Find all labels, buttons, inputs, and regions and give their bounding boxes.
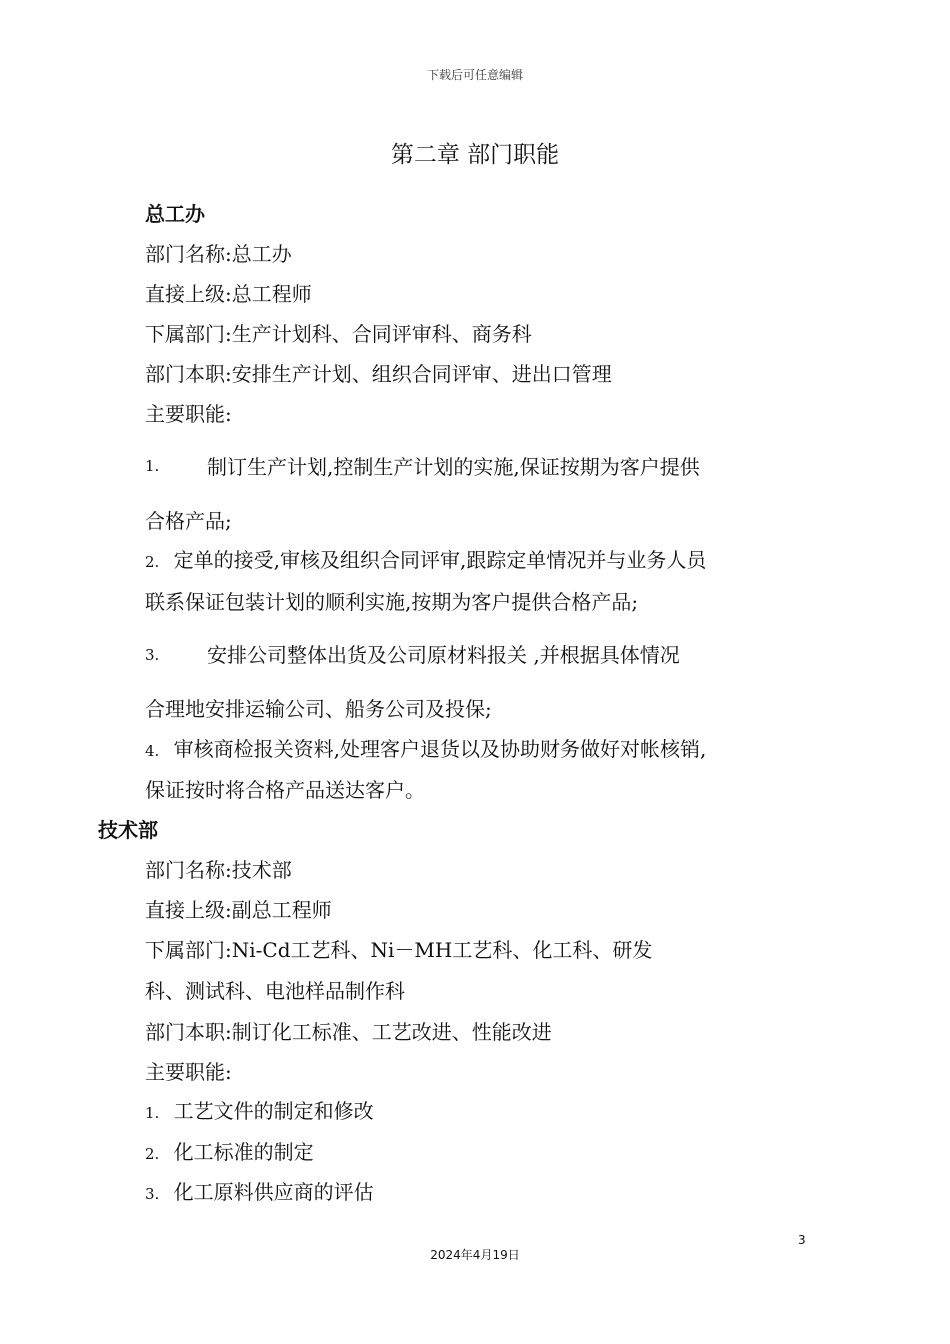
subordinate-line: 下属部门:Ni-Cd工艺科、Ni－MH工艺科、化工科、研发 [145, 938, 653, 962]
list-item-text: 工艺文件的制定和修改 [173, 1099, 374, 1123]
dept-name-line: 部门名称:总工办 [145, 242, 292, 266]
section-heading: 总工办 [145, 202, 205, 226]
list-number: 3. [145, 646, 160, 664]
list-item [145, 452, 159, 476]
list-item [145, 733, 706, 762]
list-number: 1. [145, 457, 160, 475]
list-item [145, 1176, 374, 1205]
list-item-text: 合理地安排运输公司、船务公司及投保; [145, 697, 492, 721]
list-item [145, 641, 159, 665]
list-item-text: 化工原料供应商的评估 [173, 1180, 374, 1204]
main-functions-label: 主要职能: [145, 1060, 232, 1084]
section-heading: 技术部 [98, 818, 158, 842]
list-item-text: 安排公司整体出货及公司原材料报关 ,并根据具体情况 [207, 643, 680, 667]
duty-line: 部门本职:安排生产计划、组织合同评审、进出口管理 [145, 362, 612, 386]
list-item [145, 544, 706, 573]
list-item-text: 制订生产计划,控制生产计划的实施,保证按期为客户提供 [207, 455, 700, 479]
dept-name-line: 部门名称:技术部 [145, 858, 292, 882]
list-item-text: 化工标准的制定 [173, 1140, 314, 1164]
list-item-text: 保证按时将合格产品送达客户。 [145, 778, 425, 802]
duty-line: 部门本职:制订化工标准、工艺改进、性能改进 [145, 1020, 552, 1044]
superior-line: 直接上级:副总工程师 [145, 898, 332, 922]
footer-date: 2024年4月19日 [430, 1248, 520, 1262]
subordinate-line-cont: 科、测试科、电池样品制作科 [145, 979, 405, 1003]
page-header-note: 下载后可任意编辑 [426, 68, 523, 82]
list-item-text: 审核商检报关资料,处理客户退货以及协助财务做好对帐核销, [173, 737, 707, 761]
list-number: 1. [145, 1104, 160, 1122]
list-number: 3. [145, 1185, 160, 1203]
list-number: 2. [145, 1145, 160, 1163]
list-number: 2. [145, 553, 160, 571]
page-number: 3 [798, 1233, 806, 1247]
subordinate-line: 下属部门:生产计划科、合同评审科、商务科 [145, 322, 532, 346]
list-item [145, 1095, 374, 1124]
superior-line: 直接上级:总工程师 [145, 282, 312, 306]
page-title: 第二章 部门职能 [390, 142, 560, 168]
list-item-text: 合格产品; [145, 509, 232, 533]
main-functions-label: 主要职能: [145, 402, 232, 426]
list-number: 4. [145, 742, 160, 760]
list-item [145, 1136, 314, 1165]
list-item-text: 联系保证包装计划的顺利实施,按期为客户提供合格产品; [145, 590, 639, 614]
list-item-text: 定单的接受,审核及组织合同评审,跟踪定单情况并与业务人员 [173, 548, 707, 572]
